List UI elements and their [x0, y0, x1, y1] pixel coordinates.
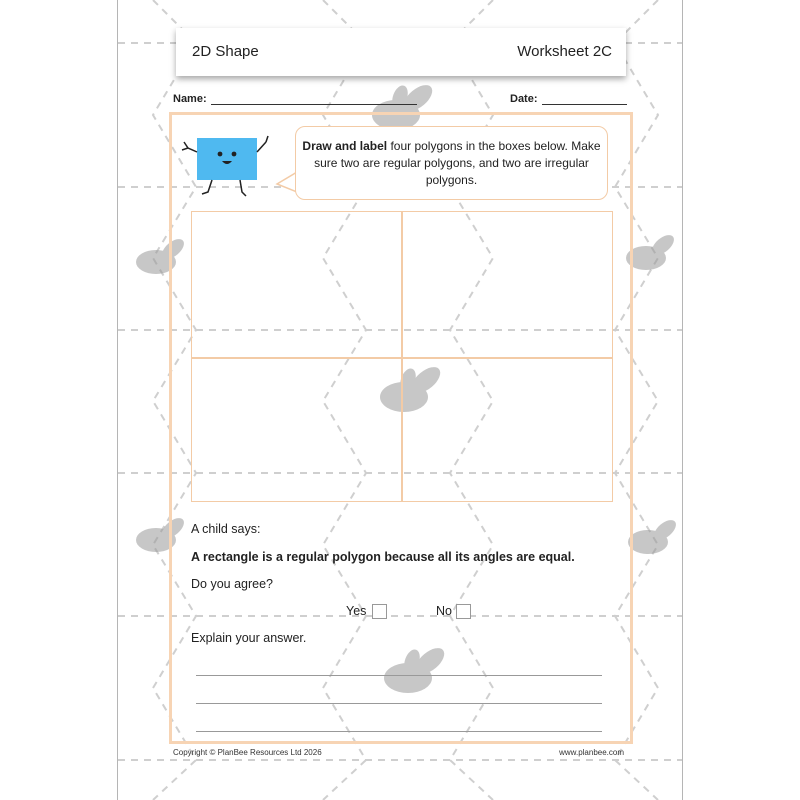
no-checkbox[interactable] [456, 604, 471, 619]
question-intro: A child says: [191, 522, 261, 536]
child-statement: A rectangle is a regular polygon because all its angles are equal. [191, 550, 575, 564]
yes-label: Yes [346, 604, 367, 618]
name-field[interactable] [173, 92, 417, 105]
answer-line[interactable] [196, 675, 602, 676]
explain-prompt: Explain your answer. [191, 631, 307, 645]
instruction-bubble [295, 126, 608, 200]
divider-horizontal [192, 357, 612, 359]
worksheet-number: Worksheet 2C [517, 43, 612, 60]
name-line[interactable] [211, 92, 417, 105]
header-box [176, 28, 626, 76]
worksheet-page [117, 0, 683, 800]
date-label: Date: [510, 93, 538, 105]
yes-checkbox[interactable] [372, 604, 387, 619]
agree-prompt: Do you agree? [191, 577, 274, 591]
instruction-text: four polygons in the boxes below. Make sure two are regular polygons, and two are irregular polygons. [314, 139, 601, 187]
rectangle-mascot-icon [180, 130, 270, 200]
topic-title: 2D Shape [192, 43, 259, 60]
answer-line[interactable] [196, 731, 602, 732]
website-link[interactable]: www.planbee.com [559, 748, 624, 757]
no-label: No [436, 604, 452, 618]
date-line[interactable] [542, 92, 627, 105]
copyright-text: Copyright © PlanBee Resources Ltd 2026 [173, 748, 322, 757]
answer-line[interactable] [196, 703, 602, 704]
drawing-boxes[interactable] [191, 211, 613, 502]
name-label: Name: [173, 93, 207, 105]
date-field[interactable] [510, 92, 627, 105]
instruction-bold: Draw and label [302, 139, 388, 153]
